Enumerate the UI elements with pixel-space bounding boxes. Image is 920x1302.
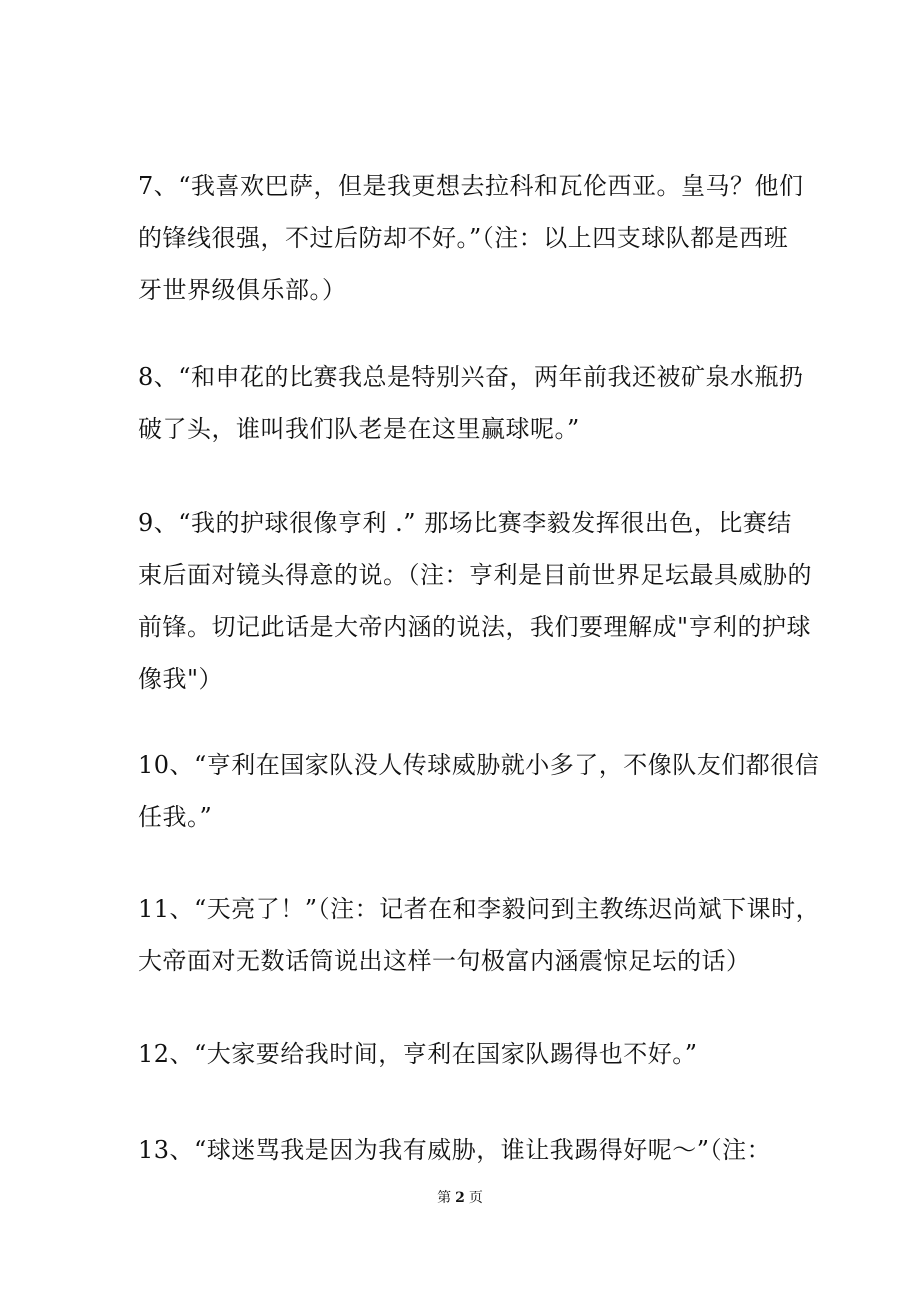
footer-suffix: 页	[468, 1190, 483, 1206]
text-line: 束后面对镜头得意的说。（注：亨利是目前世界足坛最具威胁的	[138, 561, 812, 589]
paragraph-item-11	[138, 883, 821, 987]
page-number: 2	[455, 1190, 465, 1206]
paragraph-item-12	[138, 1028, 788, 1080]
footer-prefix: 第	[437, 1190, 452, 1206]
text-line: 12、“大家要给我时间，亨利在国家队踢得也不好。”	[138, 1040, 698, 1068]
text-line: 牙世界级俱乐部。）	[138, 276, 347, 304]
text-line: 像我"）	[138, 665, 224, 693]
paragraph-item-7	[138, 160, 804, 316]
paragraph-item-10	[138, 739, 820, 843]
paragraph-item-13	[138, 1124, 788, 1176]
paragraph-item-8	[138, 351, 804, 455]
text-line: 13、“球迷骂我是因为我有威胁，谁让我踢得好呢～”（注：	[138, 1136, 772, 1164]
page-footer	[0, 1188, 920, 1208]
text-line: 大帝面对无数话筒说出这样一句极富内涵震惊足坛的话）	[138, 947, 751, 975]
text-line: 任我。”	[138, 803, 213, 831]
text-line: 前锋。切记此话是大帝内涵的说法，我们要理解成"亨利的护球	[138, 613, 812, 641]
text-line: 11、“天亮了！”（注：记者在和李毅问到主教练迟尚斌下课时，	[138, 895, 821, 923]
text-line: 破了头，谁叫我们队老是在这里赢球呢。”	[138, 415, 580, 443]
text-line: 7、“我喜欢巴萨，但是我更想去拉科和瓦伦西亚。皇马？他们	[138, 172, 804, 200]
text-line: 的锋线很强，不过后防却不好。”（注：以上四支球队都是西班	[138, 224, 789, 252]
text-line: 8、“和申花的比赛我总是特别兴奋，两年前我还被矿泉水瓶扔	[138, 363, 804, 391]
paragraph-item-9	[138, 497, 812, 705]
text-line: 9、“我的护球很像亨利 .” 那场比赛李毅发挥很出色，比赛结	[138, 509, 792, 537]
text-line: 10、“亨利在国家队没人传球威胁就小多了，不像队友们都很信	[138, 751, 820, 779]
